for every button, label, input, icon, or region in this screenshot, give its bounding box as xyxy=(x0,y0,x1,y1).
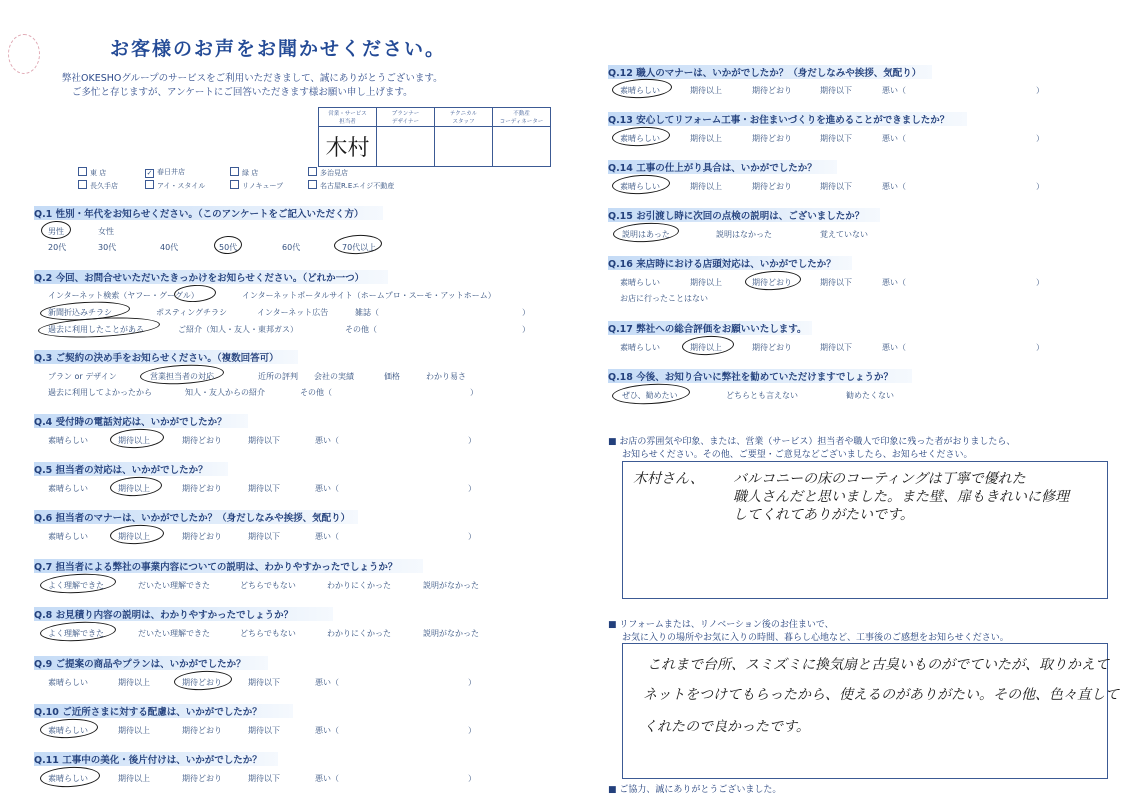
footer-thanks: ■ ご協力、誠にありがとうございました。 xyxy=(608,785,782,795)
q3-option[interactable]: プラン or デザイン xyxy=(48,372,117,381)
q5-paren-close: ） xyxy=(468,484,476,493)
q17-option[interactable]: 期待以上 xyxy=(690,343,722,352)
q7-option[interactable]: だいたい理解できた xyxy=(138,581,210,590)
q9-option[interactable]: 悪い（ xyxy=(315,678,339,687)
q16-label: Q.16 来店時における店頭対応は、いかがでしたか？ xyxy=(608,256,852,270)
q18-option[interactable]: ぜひ、勧めたい xyxy=(622,391,678,400)
q6-paren-close: ） xyxy=(468,532,476,541)
answer-circle-mark xyxy=(613,221,680,243)
q8-option[interactable]: よく理解できた xyxy=(48,629,104,638)
q14-paren-close: ） xyxy=(1036,182,1044,191)
q10-label: Q.10 ご近所さまに対する配慮は、いかがでしたか？ xyxy=(34,704,293,718)
q16-option[interactable]: 期待以上 xyxy=(690,278,722,287)
q14-option[interactable]: 期待以上 xyxy=(690,182,722,191)
comment2-line: これまで台所、スミズミに換気扇と古臭いものがでていたが、取りかえて xyxy=(647,657,1109,673)
q9-option[interactable]: 期待以下 xyxy=(248,678,280,687)
answer-circle-mark xyxy=(214,235,243,254)
q17-label: Q.17 弊社への総合評価をお願いいたします。 xyxy=(608,321,812,335)
q2-option[interactable]: ご紹介（知人・友人・東邦ガス） xyxy=(178,325,298,334)
checkbox-icon xyxy=(308,180,317,189)
comment1-line: バルコニーの床のコーティングは丁寧で優れた xyxy=(733,471,1026,487)
q5-option[interactable]: 期待以上 xyxy=(118,484,150,493)
comment2-prompt-line2: お気に入りの場所やお気に入りの時間、暮らし心地など、工事後のご感想をお知らせください。 xyxy=(622,633,1009,643)
q7-option[interactable]: 説明がなかった xyxy=(423,581,479,590)
q9-option[interactable]: 期待どおり xyxy=(182,678,222,687)
q9-option[interactable]: 期待以上 xyxy=(118,678,150,687)
q3-label: Q.3 ご契約の決め手をお知らせください。（複数回答可） xyxy=(34,350,298,364)
staff-table xyxy=(318,107,551,167)
q17-option[interactable]: 期待以下 xyxy=(820,343,852,352)
q11-option[interactable]: 素晴らしい xyxy=(48,774,88,783)
q6-option[interactable]: 期待どおり xyxy=(182,532,222,541)
answer-circle-mark xyxy=(612,125,671,147)
store-option[interactable]: 東 店 xyxy=(78,167,106,178)
checkbox-icon xyxy=(308,167,317,176)
q1-age-option[interactable]: 50代 xyxy=(219,243,238,252)
q10-option[interactable]: 期待どおり xyxy=(182,726,222,735)
q14-option[interactable]: 期待どおり xyxy=(752,182,792,191)
staff-realestate-cell[interactable] xyxy=(493,127,551,167)
q7-label: Q.7 担当者による弊社の事業内容についての説明は、わかりやすかったでしょうか？ xyxy=(34,559,423,573)
q8-label: Q.8 お見積り内容の説明は、わかりやすかったでしょうか？ xyxy=(34,607,333,621)
q12-option[interactable]: 悪い（ xyxy=(882,86,906,95)
staff-sales-name[interactable]: 木村 xyxy=(319,127,377,167)
q14-label: Q.14 工事の仕上がり具合は、いかがでしたか？ xyxy=(608,160,837,174)
q11-paren-close: ） xyxy=(468,774,476,783)
store-option-checked[interactable]: ✓ 春日井店 xyxy=(146,168,185,177)
q12-option[interactable]: 素晴らしい xyxy=(620,86,660,95)
q16-option[interactable]: 悪い（ xyxy=(882,278,906,287)
q2-option[interactable]: インターネットポータルサイト（ホームプロ・スーモ・アットホーム） xyxy=(242,291,496,300)
staff-header-technical: テクニカル スタッフ xyxy=(435,108,493,127)
q1-label: Q.1 性別・年代をお知らせください。（このアンケートをご記入いただく方） xyxy=(34,206,383,220)
staff-header-sales: 営業・サービス 担当者 xyxy=(319,108,377,127)
q6-option[interactable]: 悪い（ xyxy=(315,532,339,541)
q1-option[interactable]: 女性 xyxy=(98,227,114,236)
q14-option[interactable]: 期待以下 xyxy=(820,182,852,191)
q11-option[interactable]: 期待以上 xyxy=(118,774,150,783)
q10-option[interactable]: 期待以上 xyxy=(118,726,150,735)
q3-option[interactable]: 価格 xyxy=(384,372,400,381)
q13-label: Q.13 安心してリフォーム工事・お住まいづくりを進めることができましたか？ xyxy=(608,112,967,126)
q5-option[interactable]: 期待以下 xyxy=(248,484,280,493)
q18-option[interactable]: どちらとも言えない xyxy=(726,391,798,400)
page-title: お客様のお声をお聞かせください。 xyxy=(110,38,447,60)
answer-circle-mark xyxy=(40,765,101,788)
q4-option[interactable]: 期待以上 xyxy=(118,436,150,445)
q4-option[interactable]: 素晴らしい xyxy=(48,436,88,445)
q5-option[interactable]: 悪い（ xyxy=(315,484,339,493)
comment2-prompt: ■ リフォームまたは、リノベーション後のお住まいで、 xyxy=(608,620,834,630)
q9-option[interactable]: 素晴らしい xyxy=(48,678,88,687)
answer-circle-mark xyxy=(41,220,72,240)
q3-option[interactable]: 営業担当者の対応 xyxy=(150,372,214,381)
q13-option[interactable]: 期待どおり xyxy=(752,134,792,143)
q12-paren-close: ） xyxy=(1036,86,1044,95)
q13-paren-close: ） xyxy=(1036,134,1044,143)
comment1-name: 木村さん、 xyxy=(633,471,704,487)
comment2-line: くれたので良かったです。 xyxy=(643,719,810,735)
q3-option[interactable]: 近所の評判 xyxy=(258,372,298,381)
q12-label: Q.12 職人のマナーは、いかがでしたか？（身だしなみや挨拶、気配り） xyxy=(608,65,932,79)
q17-option[interactable]: 期待どおり xyxy=(752,343,792,352)
q13-option[interactable]: 期待以下 xyxy=(820,134,852,143)
q4-option[interactable]: 期待どおり xyxy=(182,436,222,445)
comment2-box[interactable] xyxy=(622,643,1119,779)
checkbox-icon xyxy=(145,180,154,189)
store-option[interactable]: アイ・スタイル xyxy=(145,180,205,191)
q8-option[interactable]: 説明がなかった xyxy=(423,629,479,638)
q8-option[interactable]: わかりにくかった xyxy=(327,629,391,638)
q16-option[interactable]: 期待以下 xyxy=(820,278,852,287)
answer-circle-mark xyxy=(174,284,217,303)
q1-age-option[interactable]: 60代 xyxy=(282,243,301,252)
q1-age-option[interactable]: 70代以上 xyxy=(342,243,377,252)
q2-option[interactable]: インターネット検索（ヤフー・グーグル） xyxy=(48,291,199,300)
q1-age-option[interactable]: 20代 xyxy=(48,243,67,252)
q2-option[interactable]: 過去に利用したことがある xyxy=(48,325,144,334)
store-option[interactable]: 緑 店 xyxy=(230,167,258,178)
answer-circle-mark xyxy=(174,669,233,691)
q8-option[interactable]: どちらでもない xyxy=(240,629,296,638)
q9-paren-close: ） xyxy=(468,678,476,687)
q1-age-option[interactable]: 30代 xyxy=(98,243,117,252)
q7-option[interactable]: よく理解できた xyxy=(48,581,104,590)
q5-label: Q.5 担当者の対応は、いかがでしたか？ xyxy=(34,462,228,476)
q4-paren-close: ） xyxy=(468,436,476,445)
intro-line-2: ご多忙と存じますが、アンケートにご回答いただきます様お願い申し上げます。 xyxy=(72,87,413,98)
q18-label: Q.18 今後、お知り合いに弊社を勧めていただけますでしょうか？ xyxy=(608,369,912,383)
checkbox-icon xyxy=(230,180,239,189)
q11-option[interactable]: 期待以下 xyxy=(248,774,280,783)
q11-option[interactable]: 期待どおり xyxy=(182,774,222,783)
q5-option[interactable]: 素晴らしい xyxy=(48,484,88,493)
q3-option[interactable]: わかり易さ xyxy=(426,372,466,381)
q15-label: Q.15 お引渡し時に次回の点検の説明は、ございましたか？ xyxy=(608,208,880,222)
q14-option[interactable]: 悪い（ xyxy=(882,182,906,191)
q10-option[interactable]: 素晴らしい xyxy=(48,726,88,735)
store-option[interactable]: 多治見店 xyxy=(308,167,348,178)
q16-paren-close: ） xyxy=(1036,278,1044,287)
q15-option[interactable]: 説明はあった xyxy=(622,230,670,239)
q6-option[interactable]: 期待以下 xyxy=(248,532,280,541)
q16-option[interactable]: 素晴らしい xyxy=(620,278,660,287)
q14-option[interactable]: 素晴らしい xyxy=(620,182,660,191)
answer-circle-mark xyxy=(40,572,117,595)
q13-option[interactable]: 素晴らしい xyxy=(620,134,660,143)
q10-option[interactable]: 期待以下 xyxy=(248,726,280,735)
q3-paren-close: ） xyxy=(470,388,478,397)
checkbox-icon xyxy=(230,167,239,176)
comment1-prompt: ■ お店の雰囲気や印象、または、営業（サービス）担当者や職人で印象に残った者がおりましたら、 xyxy=(608,437,1016,447)
q1-age-option[interactable]: 40代 xyxy=(160,243,179,252)
q2-option[interactable]: その他（ xyxy=(345,325,377,334)
stamp-seal xyxy=(8,34,40,74)
q5-option[interactable]: 期待どおり xyxy=(182,484,222,493)
q7-option[interactable]: どちらでもない xyxy=(240,581,296,590)
comment1-box[interactable] xyxy=(622,461,1108,599)
q6-option[interactable]: 期待以上 xyxy=(118,532,150,541)
q2-option[interactable]: 雑誌（ xyxy=(355,308,379,317)
q4-label: Q.4 受付時の電話対応は、いかがでしたか？ xyxy=(34,414,248,428)
q6-option[interactable]: 素晴らしい xyxy=(48,532,88,541)
q16-option[interactable]: 期待どおり xyxy=(752,278,792,287)
q18-option[interactable]: 勧めたくない xyxy=(846,391,894,400)
q4-option[interactable]: 悪い（ xyxy=(315,436,339,445)
q17-paren-close: ） xyxy=(1036,343,1044,352)
checkbox-checked-icon: ✓ xyxy=(146,169,153,177)
comment1-prompt-line2: お知らせください。その他、ご要望・ご意見などございましたら、お知らせください。 xyxy=(622,450,973,460)
store-option[interactable]: 名古屋R.Eエイジ不動産 xyxy=(308,180,394,191)
q6-label: Q.6 担当者のマナーは、いかがでしたか？（身だしなみや挨拶、気配り） xyxy=(34,510,358,524)
q11-option[interactable]: 悪い（ xyxy=(315,774,339,783)
staff-technical-cell[interactable] xyxy=(435,127,493,167)
answer-circle-mark xyxy=(682,335,735,357)
q10-option[interactable]: 悪い（ xyxy=(315,726,339,735)
q12-option[interactable]: 期待以上 xyxy=(690,86,722,95)
q1-option[interactable]: 男性 xyxy=(48,227,64,236)
q2-option[interactable]: 新聞折込みチラシ xyxy=(48,308,112,317)
intro-line-1: 弊社OKESHOグループのサービスをご利用いただきまして、誠にありがとうございます。 xyxy=(62,73,443,84)
q15-option[interactable]: 説明はなかった xyxy=(716,230,772,239)
answer-circle-mark xyxy=(110,428,165,450)
q10-paren-close: ） xyxy=(468,726,476,735)
answer-circle-mark xyxy=(110,524,165,546)
q9-label: Q.9 ご提案の商品やプランは、いかがでしたか？ xyxy=(34,656,268,670)
staff-planner-cell[interactable] xyxy=(377,127,435,167)
staff-header-realestate: 不動産 コーディネーター xyxy=(493,108,551,127)
q15-option[interactable]: 覚えていない xyxy=(820,230,868,239)
store-option[interactable]: 長久手店 xyxy=(78,180,118,191)
q3-option[interactable]: 会社の実績 xyxy=(314,372,354,381)
answer-circle-mark xyxy=(110,476,163,498)
q2-label: Q.2 今回、お問合せいただいたきっかけをお知らせください。（どれか一つ） xyxy=(34,270,388,284)
answer-circle-mark xyxy=(612,173,671,195)
q3-option[interactable]: 知人・友人からの紹介 xyxy=(185,388,265,397)
q17-option[interactable]: 素晴らしい xyxy=(620,343,660,352)
comment1-line: 職人さんだと思いました。また壁、扉もきれいに修理 xyxy=(733,489,1069,505)
q11-label: Q.11 工事中の美化・後片付けは、いかがでしたか？ xyxy=(34,752,278,766)
answer-circle-mark xyxy=(612,77,673,99)
q7-option[interactable]: わかりにくかった xyxy=(327,581,391,590)
staff-header-planner: プランナー デザイナー xyxy=(377,108,435,127)
q13-option[interactable]: 悪い（ xyxy=(882,134,906,143)
q4-option[interactable]: 期待以下 xyxy=(248,436,280,445)
q2-paren-close: ） xyxy=(522,308,530,317)
q3-option[interactable]: その他（ xyxy=(300,388,332,397)
q13-option[interactable]: 期待以上 xyxy=(690,134,722,143)
q12-option[interactable]: 期待以下 xyxy=(820,86,852,95)
q8-option[interactable]: だいたい理解できた xyxy=(138,629,210,638)
checkbox-icon xyxy=(78,167,87,176)
answer-circle-mark xyxy=(745,270,802,292)
q2-option[interactable]: ポスティングチラシ xyxy=(156,308,228,317)
q3-option[interactable]: 過去に利用してよかったから xyxy=(48,388,152,397)
checkbox-icon xyxy=(78,180,87,189)
comment1-line: してくれてありがたいです。 xyxy=(733,507,914,523)
answer-circle-mark xyxy=(140,363,225,386)
answer-circle-mark xyxy=(612,382,691,406)
answer-circle-mark xyxy=(40,717,99,739)
store-option[interactable]: リノキューブ xyxy=(230,180,283,191)
q2-option[interactable]: インターネット広告 xyxy=(257,308,329,317)
q16-option-no-visit[interactable]: お店に行ったことはない xyxy=(620,294,708,303)
q2-paren-close: ） xyxy=(522,325,530,334)
q12-option[interactable]: 期待どおり xyxy=(752,86,792,95)
q17-option[interactable]: 悪い（ xyxy=(882,343,906,352)
answer-circle-mark xyxy=(40,620,117,643)
comment2-line: ネットをつけてもらったから、使えるのがありがたい。その他、色々直して xyxy=(643,687,1119,703)
